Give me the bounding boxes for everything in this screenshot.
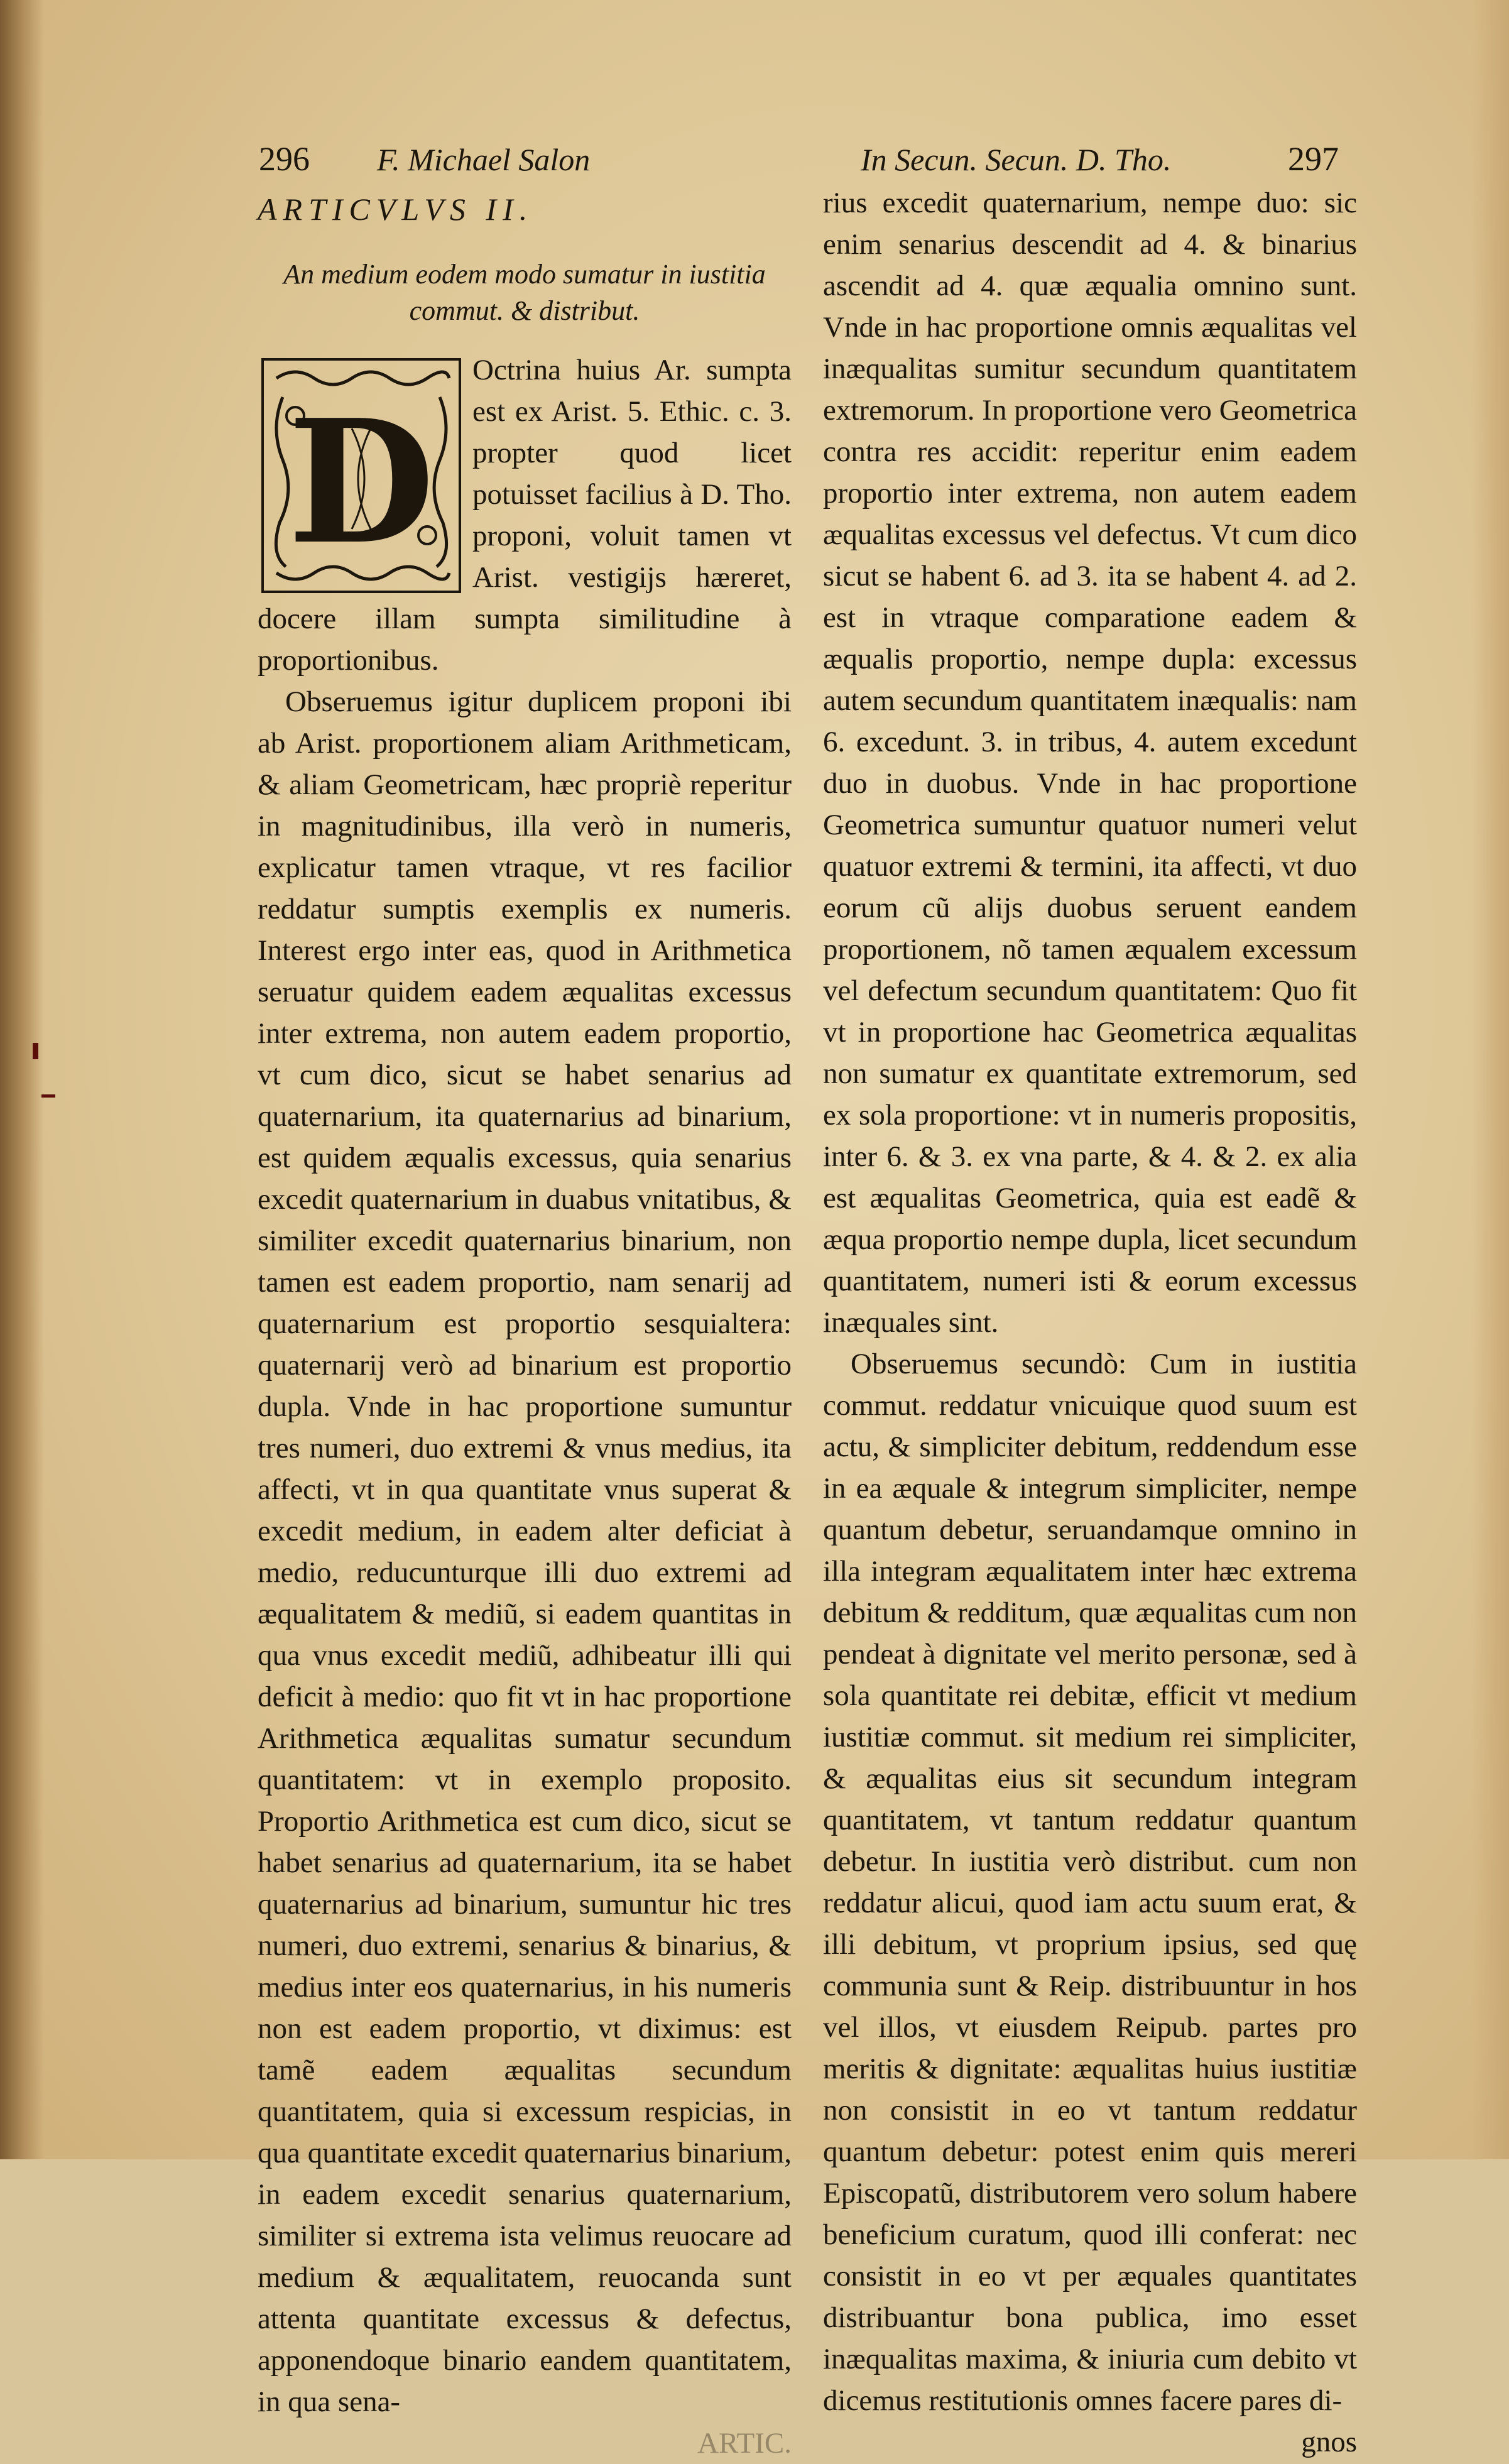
left-folio: 296	[259, 140, 310, 178]
paragraph-doctrina: Octrina huius Ar. sumpta est ex Arist. 5. Ethic. c. 3. propter quod licet potuisset facilius à D. Tho. proponi, voluit tamen vt Arist. vestigijs hæreret, docere illam sumpta similitudine à proportionibus.	[258, 354, 792, 677]
article-title: ARTICVLVS II.	[258, 192, 534, 227]
left-running-head: F. Michael Salon	[377, 142, 591, 177]
catchword-left: ARTIC.	[697, 2427, 792, 2460]
left-column	[258, 188, 792, 2464]
binding-edge	[0, 0, 44, 2159]
ink-mark	[41, 1094, 55, 1098]
paragraph-obseruemus-1: Obseruemus igitur duplicem proponi ibi ab Arist. proportionem aliam Arithmeticam, & aliam Geometricam, hæc propriè reperitur in magnitudinibus, illa verò in numeris, explicatur tamen vtraque, vt res facilior reddatur sumptis exemplis ex numeris. Interest ergo inter eas, quod in Arithmetica seruatur quidem eadem æqualitas excessus inter extrema, non autem eadem proportio, vt cum dico, sicut se habet senarius ad quaternarium, ita quaternarius ad binarium, est quidem æqualis excessus, quia senarius excedit quaternarium in duabus vnitatibus, & similiter excedit quaternarius binarium, non tamen est eadem proportio, nam senarij ad quaternarium est proportio sesquialtera: quaternarij verò ad binarium est proportio dupla. Vnde in hac proportione sumuntur tres numeri, duo extremi & vnus medius, ita affecti, vt in qua quantitate vnus superat & excedit medium, in eadem alter deficiat à medio, reducunturque illi duo extremi ad æqualitatem & mediũ, si eadem quantitas in qua vnus excedit mediũ, adhibeatur illi qui deficit à medio: quo fit vt in hac proportione Arithmetica æqualitas sumatur secundum quantitatem: vt in exemplo proposito. Proportio Arithmetica est cum dico, sicut se habet senarius ad quaternarium, ita se habet quaternarius ad binarium, sumuntur hic tres numeri, duo extremi, senarius & binarius, & medius inter eos quaternarius, in his numeris non est eadem proportio, vt diximus: est tamẽ eadem æqualitas secundum quantitatem, quia si excessum respicias, in qua quantitate excedit quaternarius binarium, in eadem excedit senarius quaternarium, similiter si extrema ista velimus reuocare ad medium & æqualitatem, reuocanda sunt attenta quantitate excessus & defectus, apponendoque binario eandem quantitatem, in qua sena-	[258, 685, 792, 2418]
svg-text:D: D	[287, 382, 435, 582]
right-folio: 297	[1288, 140, 1339, 178]
ink-mark	[33, 1043, 38, 1059]
decorated-initial-d	[258, 353, 465, 598]
right-running-head: In Secun. Secun. D. Tho.	[861, 142, 1172, 177]
article-question: An medium eodem modo sumatur in iustitia commut. & distribut.	[283, 259, 766, 326]
paragraph-obseruemus-2: Obseruemus secundò: Cum in iustitia commut. reddatur vnicuique quod suum est actu, & simpliciter debitum, reddendum esse in ea æquale & integrum simpliciter, nempe quantum debetur, seruandamque omnino in illa integram æqualitatem inter hæc extrema debitum & redditum, quæ æqualitas cum non pendeat à dignitate vel merito personæ, sed à sola quantitate rei debitæ, efficit vt medium iustitiæ commut. sit medium rei simpliciter, & æqualitas eius sit secundum integram quantitatem, vt tantum reddatur quantum debetur. In iustitia verò distribut. cum non reddatur alicui, quod iam actu suum erat, & illi debitum, vt proprium ipsius, sed quę communia sunt & Reip. distribuuntur in hos vel illos, vt eiusdem Reipub. partes pro meritis & dignitate: æqualitas huius iustitiæ non consistit in eo vt tantum reddatur quantum debetur: potest enim quis mereri Episcopatũ, distributorem vero solum habere beneficium curatum, quod illi conferat: nec consistit in eo vt per æquales quantitates distribuantur bona publica, imo esset inæqualitas maxima, & iniuria cum debito vt dicemus restitutionis omnes facere pares di-	[823, 1348, 1357, 2417]
catchword-right: gnos	[1301, 2426, 1357, 2458]
page-edge	[1471, 0, 1509, 2159]
right-column	[823, 182, 1357, 2463]
paragraph-continuation: rius excedit quaternarium, nempe duo: sic enim senarius descendit ad 4. & binarius ascendit ad 4. quæ æqualia omnino sunt. Vnde in hac proportione omnis æqualitas vel inæqualitas sumitur secundum quantitatem extremorum. In proportione vero Geometrica contra res accidit: reperitur enim eadem proportio inter extrema, non autem eadem æqualitas excessus vel defectus. Vt cum dico sicut se habent 6. ad 3. ita se habent 4. ad 2. est in vtraque comparatione eadem & æqualis proportio, nempe dupla: excessus autem secundum quantitatem inæqualis: nam 6. excedunt. 3. in tribus, 4. autem excedunt duo in duobus. Vnde in hac proportione Geometrica sumuntur quatuor numeri velut quatuor extremi & termini, ita affecti, vt duo eorum cũ alijs duobus seruent eandem proportionem, nõ tamen æqualem excessum vel defectum secundum quantitatem: Quo fit vt in proportione hac Geometrica æqualitas non sumatur ex quantitate extremorum, sed ex sola proportione: vt in numeris propositis, inter 6. & 3. ex vna parte, & 4. & 2. ex alia est æqualitas Geometrica, quia est eadẽ & æqua proportio nempe dupla, licet secundum quantitatem, numeri isti & eorum excessus inæquales sint.	[823, 187, 1357, 1339]
